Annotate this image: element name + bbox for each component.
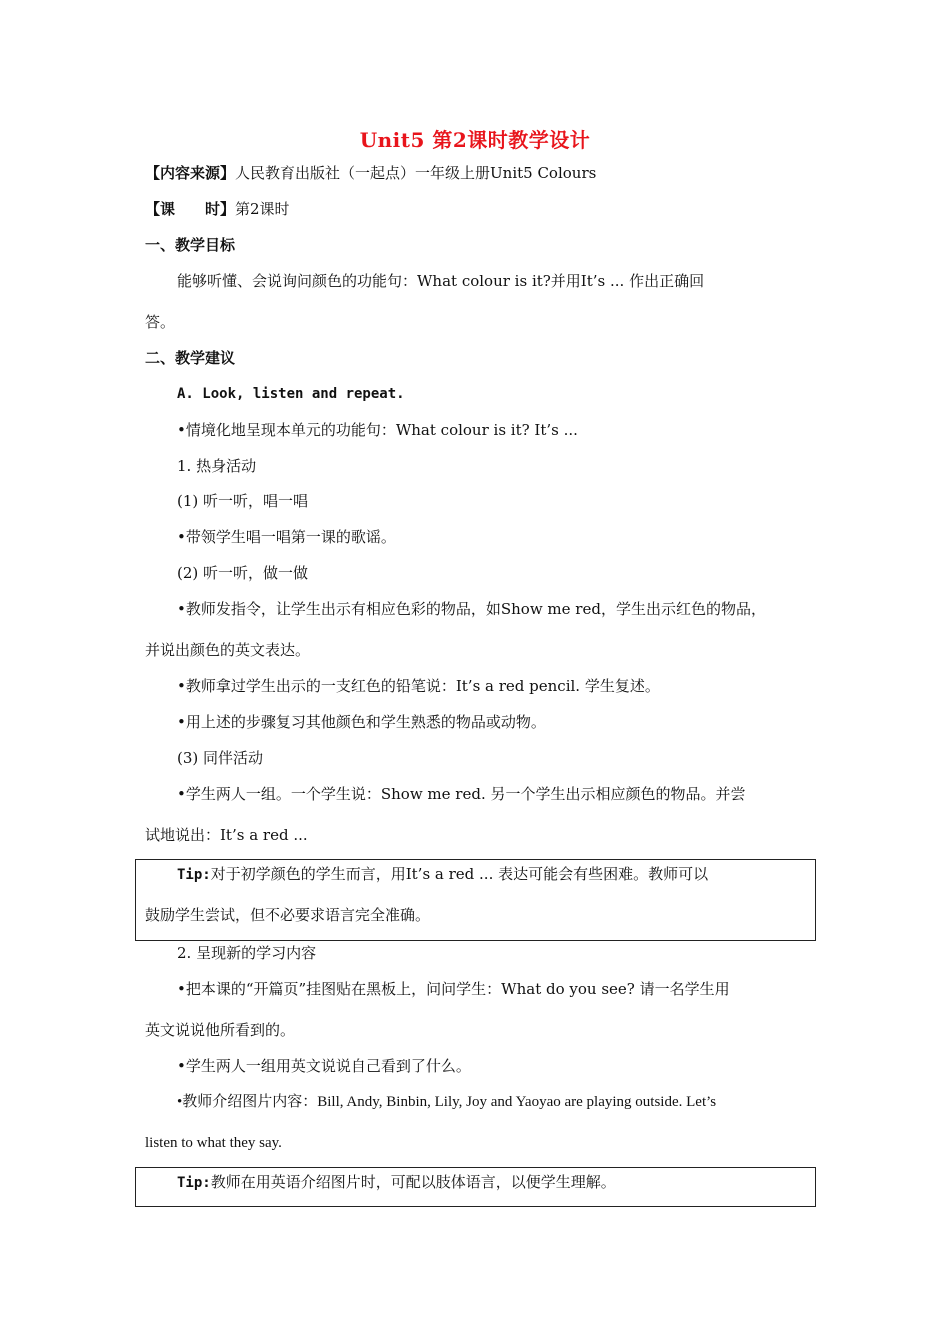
goal-paragraph-line1: 能够听懂、会说询问颜色的功能句：What colour is it?并用It’s ... 作出正确回: [177, 272, 705, 290]
part-a-heading: A. Look, listen and repeat.: [177, 386, 405, 402]
step1-2-bullet1-line1: •教师发指令，让学生出示有相应色彩的物品，如Show me red，学生出示红色的物品，: [177, 600, 766, 618]
step1-1-heading: (1) 听一听，唱一唱: [177, 492, 309, 510]
tip1-text1: 对于初学颜色的学生而言，用It’s a red ... 表达可能会有些困难。教师可以: [210, 865, 709, 883]
bullet-intro: •情境化地呈现本单元的功能句：What colour is it? It’s ...: [177, 421, 578, 439]
step2-bullet3-line2: listen to what they say.: [145, 1135, 282, 1151]
step2-bullet2: •学生两人一组用英文说说自己看到了什么。: [177, 1057, 471, 1075]
section-heading-suggestions: 二、教学建议: [145, 349, 236, 367]
step1-2-bullet2: •教师拿过学生出示的一支红色的铅笔说：It’s a red pencil. 学生复述。: [177, 677, 660, 695]
tip-box-2: [135, 1167, 816, 1207]
source-line: [145, 163, 815, 183]
step1-2-bullet3: •用上述的步骤复习其他颜色和学生熟悉的物品或动物。: [177, 713, 546, 731]
step2-bullet3-line1: •教师介绍图片内容：Bill, Andy, Binbin, Lily, Joy and Yaoyao are playing outside. Let’s: [177, 1094, 717, 1110]
step1-3-bullet-line1: •学生两人一组。一个学生说：Show me red. 另一个学生出示相应颜色的物品。并尝: [177, 785, 746, 803]
step1-heading: 1. 热身活动: [177, 457, 257, 475]
section-heading-goals: 一、教学目标: [145, 236, 236, 254]
document-title: Unit5 第2课时教学设计: [359, 128, 591, 152]
step1-2-bullet1-line2: 并说出颜色的英文表达。: [145, 641, 311, 659]
tip2-text1: 教师在用英语介绍图片时，可配以肢体语言，以便学生理解。: [210, 1173, 616, 1191]
step1-2-heading: (2) 听一听，做一做: [177, 564, 309, 582]
period-line: [145, 199, 815, 219]
tip1-line1: [177, 864, 708, 885]
tip2-line1: [177, 1172, 616, 1193]
period-text: 第2课时: [235, 200, 290, 218]
step2-heading: 2. 呈现新的学习内容: [177, 944, 317, 962]
step2-bullet1-line1: •把本课的“开篇页”挂图贴在黑板上，问问学生：What do you see? 请一名学生用: [177, 980, 730, 998]
tip-box-1: [135, 859, 816, 941]
tip1-line2: 鼓励学生尝试，但不必要求语言完全准确。: [145, 906, 431, 924]
source-label: 【内容来源】: [145, 164, 236, 182]
step1-3-heading: (3) 同伴活动: [177, 749, 264, 767]
step2-bullet1-line2: 英文说说他所看到的。: [145, 1021, 296, 1039]
tip2-label: Tip:: [177, 1175, 211, 1191]
step1-3-bullet-line2: 试地说出：It’s a red ...: [145, 826, 308, 844]
source-text: 人民教育出版社（一起点）一年级上册Unit5 Colours: [235, 164, 597, 182]
tip1-label: Tip:: [177, 867, 211, 883]
goal-paragraph-line2: 答。: [145, 313, 176, 331]
step1-1-bullet: •带领学生唱一唱第一课的歌谣。: [177, 528, 396, 546]
period-label: 【课 时】: [145, 200, 236, 218]
